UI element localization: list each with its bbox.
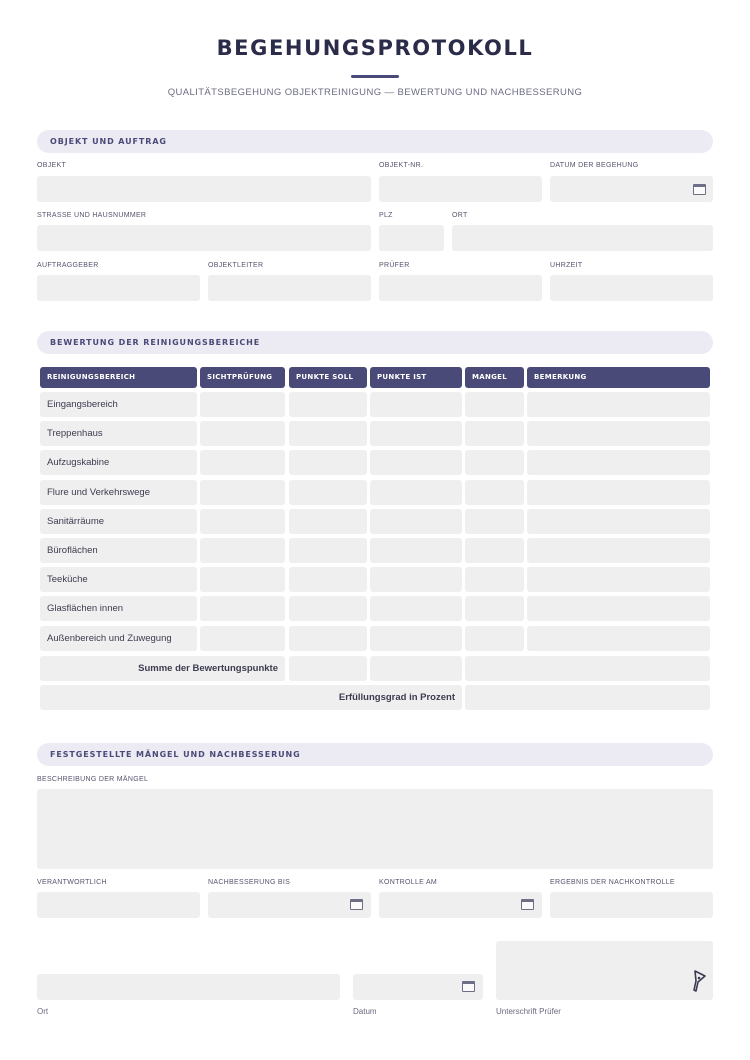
sichtpruefung-cell[interactable] xyxy=(200,538,285,563)
sichtpruefung-cell[interactable] xyxy=(200,567,285,592)
label-pruefer: PRÜFER xyxy=(379,262,410,269)
datum-begehung-field[interactable] xyxy=(550,176,713,202)
pen-nib-icon xyxy=(693,969,707,993)
mangel-cell[interactable] xyxy=(465,596,524,621)
calendar-icon[interactable] xyxy=(693,184,706,195)
section-objekt-auftrag: OBJEKT UND AUFTRAG xyxy=(37,130,713,153)
pruefer-field[interactable] xyxy=(379,275,542,301)
section-bewertung: BEWERTUNG DER REINIGUNGSBEREICHE xyxy=(37,331,713,354)
calendar-icon[interactable] xyxy=(350,899,363,910)
punkte-ist-cell[interactable] xyxy=(370,567,462,592)
punkte-ist-cell[interactable] xyxy=(370,392,462,417)
row-label: Büroflächen xyxy=(40,538,197,563)
bemerkung-cell[interactable] xyxy=(527,421,710,446)
verantwortlich-field[interactable] xyxy=(37,892,200,918)
sichtpruefung-cell[interactable] xyxy=(200,392,285,417)
label-uhrzeit: UHRZEIT xyxy=(550,262,583,269)
erfuellungsgrad-field[interactable] xyxy=(465,685,710,710)
calendar-icon[interactable] xyxy=(462,981,475,992)
page-title: BEGEHUNGSPROTOKOLL xyxy=(216,36,534,60)
objekt-field[interactable] xyxy=(37,176,371,202)
row-label: Teeküche xyxy=(40,567,197,592)
label-nachbesserung-bis: NACHBESSERUNG BIS xyxy=(208,879,291,886)
label-beschreibung: BESCHREIBUNG DER MÄNGEL xyxy=(37,776,149,783)
label-ergebnis: ERGEBNIS DER NACHKONTROLLE xyxy=(550,879,675,886)
ort-field[interactable] xyxy=(452,225,713,251)
row-label: Flure und Verkehrswege xyxy=(40,480,197,505)
mangel-cell[interactable] xyxy=(465,509,524,534)
col-punkte-ist: PUNKTE IST xyxy=(370,367,462,388)
mangel-cell[interactable] xyxy=(465,567,524,592)
kontrolle-am-field[interactable] xyxy=(379,892,542,918)
beschreibung-maengel-field[interactable] xyxy=(37,789,713,869)
bemerkung-cell[interactable] xyxy=(527,480,710,505)
punkte-soll-cell[interactable] xyxy=(289,567,367,592)
sichtpruefung-cell[interactable] xyxy=(200,450,285,475)
ergebnis-field[interactable] xyxy=(550,892,713,918)
auftraggeber-field[interactable] xyxy=(37,275,200,301)
sichtpruefung-cell[interactable] xyxy=(200,480,285,505)
objekt-nr-field[interactable] xyxy=(379,176,542,202)
punkte-soll-cell[interactable] xyxy=(289,596,367,621)
calendar-icon[interactable] xyxy=(521,899,534,910)
summe-label: Summe der Bewertungspunkte xyxy=(40,656,285,681)
mangel-cell[interactable] xyxy=(465,392,524,417)
punkte-ist-cell[interactable] xyxy=(370,509,462,534)
col-bemerkung: BEMERKUNG xyxy=(527,367,710,388)
row-label: Eingangsbereich xyxy=(40,392,197,417)
punkte-soll-cell[interactable] xyxy=(289,392,367,417)
bemerkung-cell[interactable] xyxy=(527,538,710,563)
footer-unterschrift-label: Unterschrift Prüfer xyxy=(496,1007,561,1016)
label-objektleiter: OBJEKTLEITER xyxy=(208,262,264,269)
bemerkung-cell[interactable] xyxy=(527,509,710,534)
summe-blank xyxy=(465,656,710,681)
col-punkte-soll: PUNKTE SOLL xyxy=(289,367,367,388)
row-label: Treppenhaus xyxy=(40,421,197,446)
punkte-ist-cell[interactable] xyxy=(370,596,462,621)
row-label: Außenbereich und Zuwegung xyxy=(40,626,197,651)
mangel-cell[interactable] xyxy=(465,480,524,505)
col-sichtpruefung: SICHTPRÜFUNG xyxy=(200,367,285,388)
bemerkung-cell[interactable] xyxy=(527,626,710,651)
objektleiter-field[interactable] xyxy=(208,275,371,301)
mangel-cell[interactable] xyxy=(465,450,524,475)
row-label: Aufzugskabine xyxy=(40,450,197,475)
label-ort: ORT xyxy=(452,212,468,219)
bemerkung-cell[interactable] xyxy=(527,450,710,475)
sichtpruefung-cell[interactable] xyxy=(200,596,285,621)
strasse-field[interactable] xyxy=(37,225,371,251)
col-reinigungsbereich: REINIGUNGSBEREICH xyxy=(40,367,197,388)
punkte-soll-cell[interactable] xyxy=(289,538,367,563)
summe-soll-field[interactable] xyxy=(289,656,367,681)
plz-field[interactable] xyxy=(379,225,444,251)
label-verantwortlich: VERANTWORTLICH xyxy=(37,879,107,886)
label-kontrolle-am: KONTROLLE AM xyxy=(379,879,438,886)
label-datum-begehung: DATUM DER BEGEHUNG xyxy=(550,162,639,169)
row-label: Glasflächen innen xyxy=(40,596,197,621)
erfuellungsgrad-label: Erfüllungsgrad in Prozent xyxy=(40,685,462,710)
punkte-soll-cell[interactable] xyxy=(289,509,367,534)
page-subtitle: QUALITÄTSBEGEHUNG OBJEKTREINIGUNG — BEWERTUNG UND NACHBESSERUNG xyxy=(167,87,583,98)
punkte-ist-cell[interactable] xyxy=(370,450,462,475)
bemerkung-cell[interactable] xyxy=(527,567,710,592)
summe-ist-field[interactable] xyxy=(370,656,462,681)
mangel-cell[interactable] xyxy=(465,626,524,651)
section-maengel: FESTGESTELLTE MÄNGEL UND NACHBESSERUNG xyxy=(37,743,713,766)
sichtpruefung-cell[interactable] xyxy=(200,626,285,651)
punkte-ist-cell[interactable] xyxy=(370,626,462,651)
label-auftraggeber: AUFTRAGGEBER xyxy=(37,262,99,269)
label-strasse: STRASSE UND HAUSNUMMER xyxy=(37,212,147,219)
punkte-ist-cell[interactable] xyxy=(370,421,462,446)
mangel-cell[interactable] xyxy=(465,538,524,563)
unterschrift-field[interactable] xyxy=(496,941,713,1000)
row-label: Sanitärräume xyxy=(40,509,197,534)
punkte-soll-cell[interactable] xyxy=(289,450,367,475)
punkte-soll-cell[interactable] xyxy=(289,421,367,446)
uhrzeit-field[interactable] xyxy=(550,275,713,301)
bemerkung-cell[interactable] xyxy=(527,392,710,417)
nachbesserung-bis-field[interactable] xyxy=(208,892,371,918)
sichtpruefung-cell[interactable] xyxy=(200,421,285,446)
footer-ort-label: Ort xyxy=(37,1007,49,1016)
footer-datum-label: Datum xyxy=(353,1007,377,1016)
punkte-ist-cell[interactable] xyxy=(370,480,462,505)
ort-signature-field[interactable] xyxy=(37,974,340,1000)
label-plz: PLZ xyxy=(379,212,393,219)
title-underline xyxy=(351,75,399,78)
punkte-soll-cell[interactable] xyxy=(289,626,367,651)
bemerkung-cell[interactable] xyxy=(527,596,710,621)
punkte-soll-cell[interactable] xyxy=(289,480,367,505)
punkte-ist-cell[interactable] xyxy=(370,538,462,563)
mangel-cell[interactable] xyxy=(465,421,524,446)
col-mangel: MANGEL xyxy=(465,367,524,388)
sichtpruefung-cell[interactable] xyxy=(200,509,285,534)
label-objekt: OBJEKT xyxy=(37,162,67,169)
label-objekt-nr: OBJEKT-NR. xyxy=(379,162,424,169)
